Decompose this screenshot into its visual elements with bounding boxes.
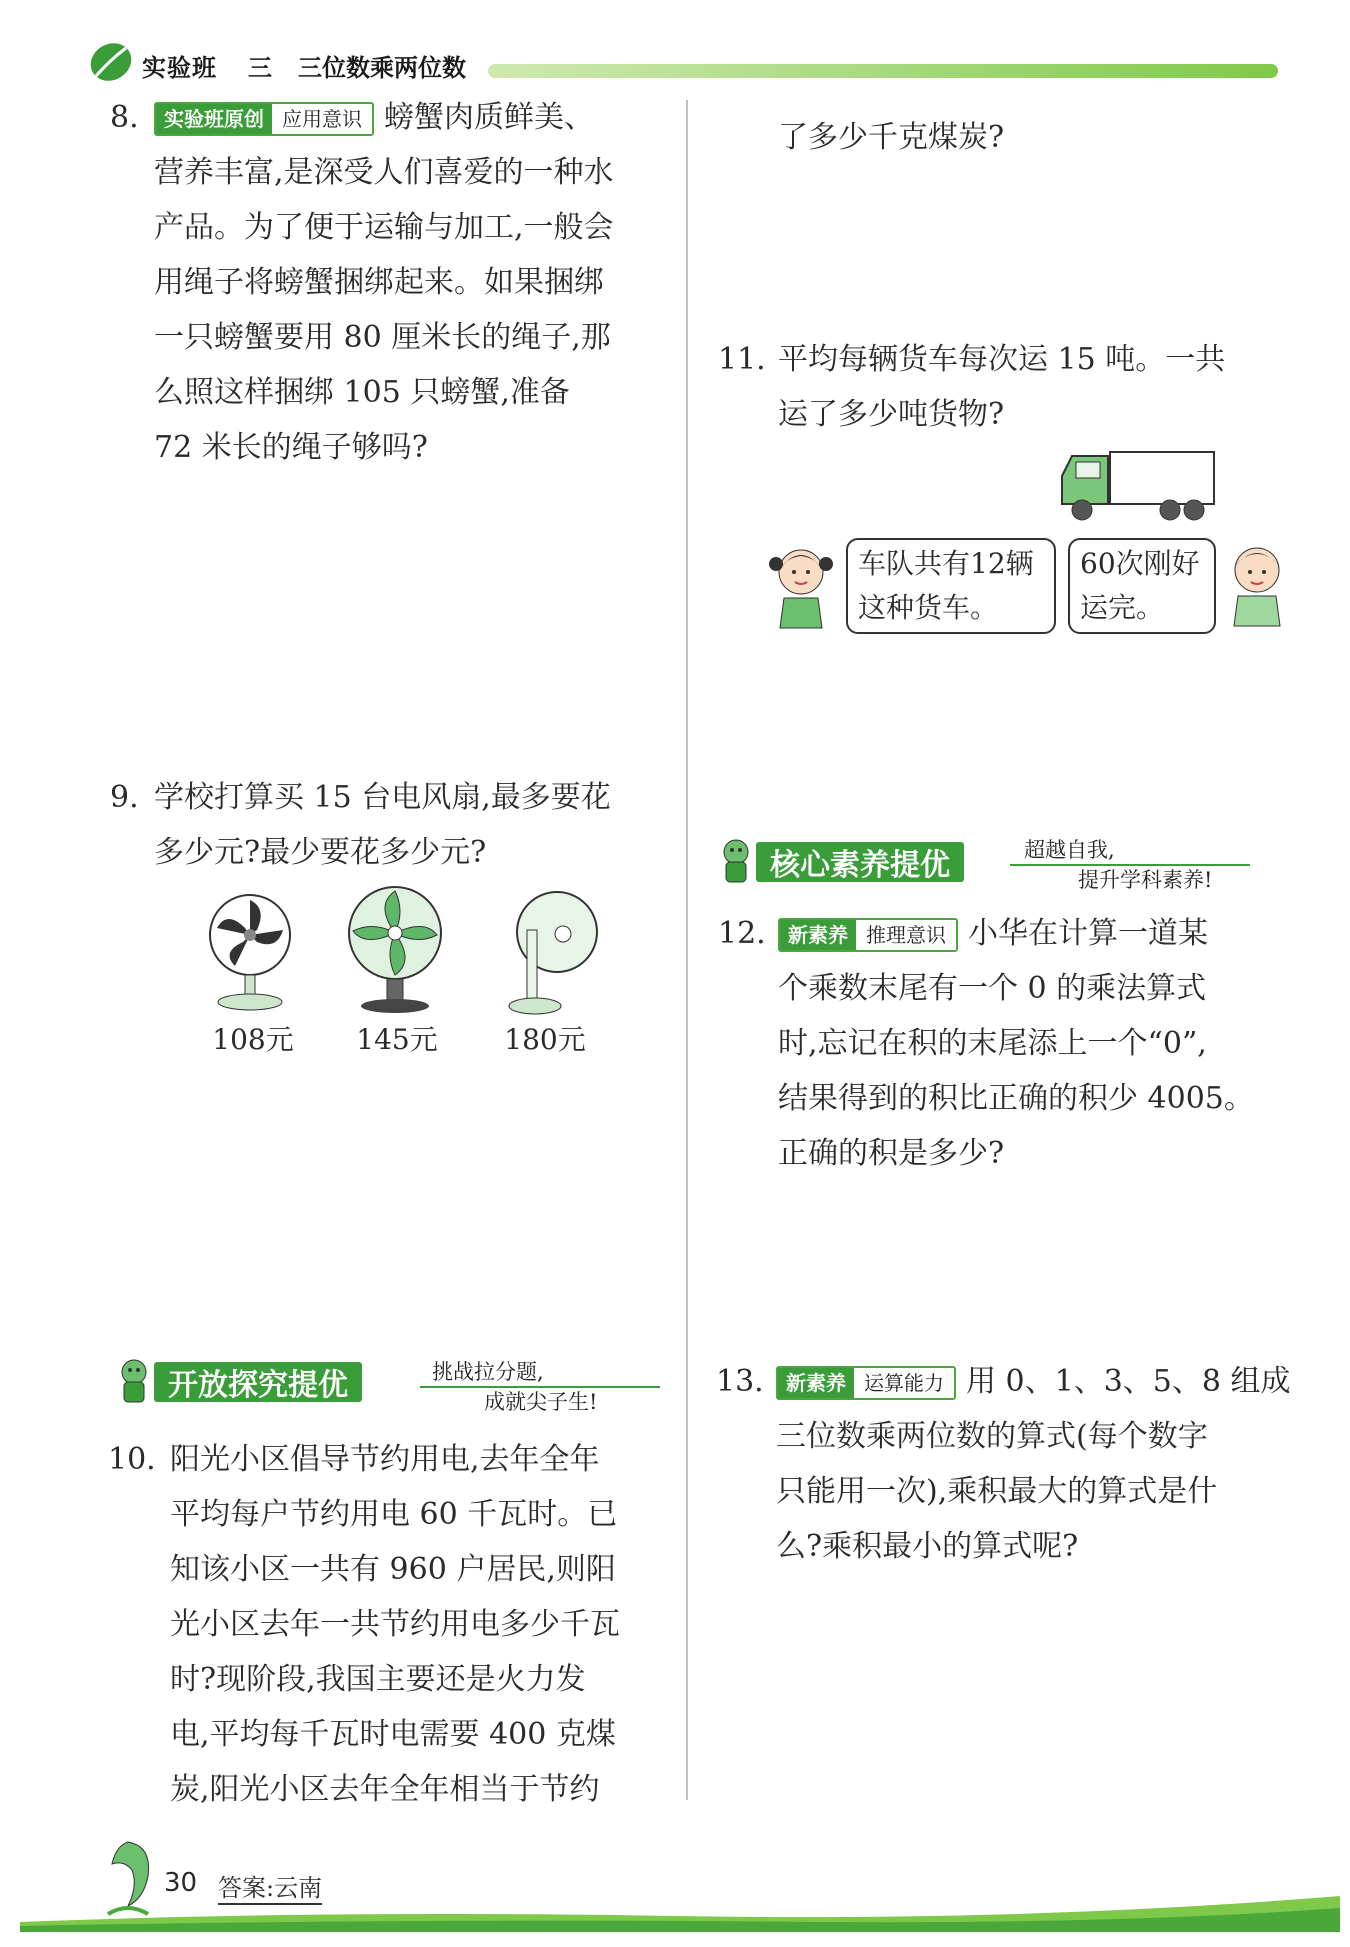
problem-9 — [110, 770, 670, 880]
problem-text-line: 炭,阳光小区去年全年相当于节约 — [170, 1772, 600, 1807]
dolphin-icon — [98, 1836, 158, 1918]
problem-text-line: 小华在计算一道某 — [968, 916, 1208, 951]
page-header — [88, 40, 1278, 90]
problem-text-line: 三位数乘两位数的算式(每个数字 — [776, 1419, 1208, 1454]
problem-text-line: 一只螃蟹要用 80 厘米长的绳子,那 — [154, 320, 611, 355]
page-footer — [0, 1860, 1350, 1947]
tag-skill: 应用意识 — [272, 104, 372, 134]
problem-8 — [110, 90, 670, 475]
problem-text-line: 螃蟹肉质鲜美、 — [384, 100, 594, 135]
mascot-icon — [712, 834, 760, 888]
problem-12 — [718, 906, 1298, 1181]
speech-bubble-right — [1068, 538, 1216, 634]
problem-text-line: 多少元?最少要花多少元? — [154, 835, 487, 870]
problem-text-line: 72 米长的绳子够吗? — [154, 430, 428, 465]
section-title: 核心素养提优 — [756, 842, 964, 882]
problem-text-line: 学校打算买 15 台电风扇,最多要花 — [154, 780, 611, 815]
problem-10-continuation — [778, 110, 1298, 165]
girl-avatar — [766, 540, 836, 630]
problem-tag — [776, 1366, 956, 1400]
problem-text-line: 了多少千克煤炭? — [778, 120, 1005, 155]
problem-text-line: 么?乘积最小的算式呢? — [776, 1529, 1079, 1564]
bubble-text: 60次刚好 — [1080, 547, 1200, 580]
problem-tag — [778, 918, 958, 952]
pedestal-fan-icon — [345, 885, 445, 1015]
problem-text-line: 产品。为了便于运输与加工,一般会 — [154, 210, 614, 245]
speech-bubble-left — [846, 538, 1056, 634]
problem-number: 11. — [718, 342, 766, 377]
problem-text-line: 只能用一次),乘积最大的算式是什 — [776, 1474, 1218, 1509]
problem-number: 8. — [110, 100, 139, 135]
problem-text-line: 用 0、1、3、5、8 组成 — [966, 1364, 1291, 1399]
floor-fan-icon — [505, 890, 600, 1020]
problem-text-line: 正确的积是多少? — [778, 1136, 1005, 1171]
problem-text-line: 么照这样捆绑 105 只螃蟹,准备 — [154, 375, 570, 410]
problem-13 — [716, 1354, 1296, 1574]
section-underline — [1010, 864, 1250, 866]
problem-text-line: 光小区去年一共节约用电多少千瓦 — [170, 1607, 620, 1642]
boy-avatar — [1226, 538, 1288, 628]
problem-text-line: 个乘数末尾有一个 0 的乘法算式 — [778, 971, 1207, 1006]
bubble-text: 这种货车。 — [858, 591, 999, 624]
chapter-topic: 三位数乘两位数 — [298, 54, 466, 82]
problem-text-line: 结果得到的积比正确的积少 4005。 — [778, 1081, 1254, 1116]
problem-number: 12. — [718, 916, 766, 951]
section-underline — [420, 1386, 660, 1388]
problem-text-line: 运了多少吨货物? — [778, 397, 1005, 432]
section-slogan: 超越自我, — [1024, 838, 1115, 862]
problem-number: 10. — [108, 1442, 156, 1477]
truck-icon — [1058, 448, 1218, 524]
tag-label: 实验班原创 — [156, 104, 272, 134]
mascot-icon — [110, 1354, 158, 1408]
tag-skill: 运算能力 — [854, 1368, 954, 1398]
problem-tag — [154, 102, 374, 136]
section-open-exploration — [110, 1352, 670, 1412]
section-core-literacy — [712, 832, 1272, 892]
series-name: 实验班 — [142, 54, 217, 82]
answer-note: 答案:云南 — [218, 1868, 322, 1905]
problem-number: 9. — [110, 780, 139, 815]
chapter-number: 三 — [248, 54, 272, 82]
tag-label: 新素养 — [778, 1368, 854, 1398]
problem-text-line: 平均每户节约用电 60 千瓦时。已 — [170, 1497, 618, 1532]
problem-text-line: 用绳子将螃蟹捆绑起来。如果捆绑 — [154, 265, 604, 300]
tag-skill: 推理意识 — [856, 920, 956, 950]
problem-11 — [718, 332, 1298, 442]
fan-price: 145元 — [356, 1023, 438, 1056]
header-stripe — [488, 64, 1278, 78]
section-title: 开放探究提优 — [154, 1362, 362, 1402]
fan-price: 180元 — [504, 1023, 586, 1056]
section-slogan: 挑战拉分题, — [432, 1360, 544, 1384]
section-slogan: 提升学科素养! — [1078, 868, 1213, 892]
problem-number: 13. — [716, 1364, 764, 1399]
problem-10 — [108, 1432, 678, 1817]
leaf-logo-icon — [88, 40, 134, 84]
page-number: 30 — [164, 1868, 198, 1898]
problem-text-line: 时?现阶段,我国主要还是火力发 — [170, 1662, 586, 1697]
column-divider — [686, 100, 688, 1800]
tag-label: 新素养 — [780, 920, 856, 950]
problem-text-line: 时,忘记在积的末尾添上一个“0”, — [778, 1026, 1207, 1061]
problem-text-line: 营养丰富,是深受人们喜爱的一种水 — [154, 155, 614, 190]
bubble-text: 运完。 — [1080, 591, 1165, 624]
section-slogan: 成就尖子生! — [484, 1390, 598, 1414]
problem-text-line: 电,平均每千瓦时电需要 400 克煤 — [170, 1717, 616, 1752]
problem-text-line: 知该小区一共有 960 户居民,则阳 — [170, 1552, 616, 1587]
problem-text-line: 阳光小区倡导节约用电,去年全年 — [170, 1442, 600, 1477]
desk-fan-icon — [205, 890, 295, 1015]
bubble-text: 车队共有12辆 — [858, 547, 1034, 580]
problem-text-line: 平均每辆货车每次运 15 吨。一共 — [778, 342, 1226, 377]
fan-price: 108元 — [212, 1023, 294, 1056]
